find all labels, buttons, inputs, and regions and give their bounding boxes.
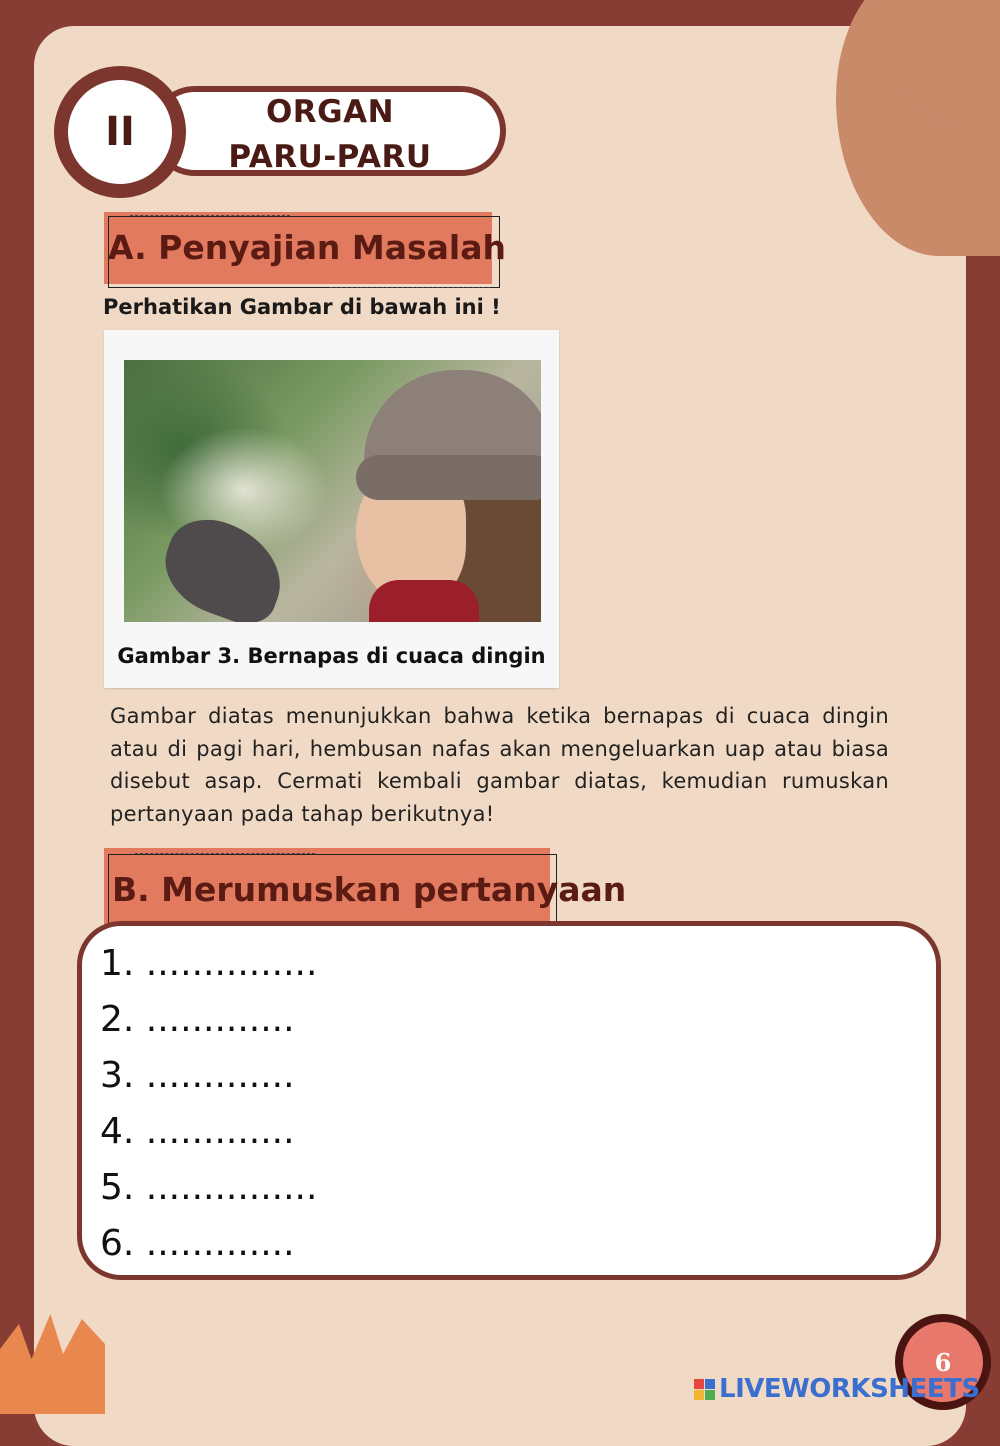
answer-line-4[interactable]: 4. ............. [100, 1111, 295, 1152]
section-b-title: B. Merumuskan pertanyaan [112, 870, 627, 909]
liveworksheets-watermark [694, 1374, 980, 1404]
liveworksheets-logo-icon [694, 1379, 715, 1400]
photo-scarf [369, 580, 479, 622]
breathing-in-cold-photo [124, 360, 541, 622]
section-a-dashed-line-top [130, 215, 290, 216]
figure-card [104, 330, 559, 688]
page-title [180, 90, 480, 180]
instruction-text: Perhatikan Gambar di bawah ini ! [103, 295, 501, 319]
photo-glove [152, 507, 296, 622]
section-b-dashed-line-top [135, 853, 315, 854]
watermark-text: LIVEWORKSHEETS [719, 1374, 980, 1404]
page-number: 6 [903, 1322, 983, 1402]
answer-line-6[interactable]: 6. ............. [100, 1223, 295, 1264]
page-title-line-2: PARU-PARU [228, 139, 432, 175]
photo-hat-band [356, 455, 541, 500]
section-a-title: A. Penyajian Masalah [108, 228, 506, 267]
chapter-badge [68, 80, 172, 184]
decorative-flame-shape [0, 1314, 105, 1414]
problem-description: Gambar diatas menunjukkan bahwa ketika bernapas di cuaca dingin atau di pagi hari, hembusan nafas akan mengeluarkan uap atau biasa disebut asap. Cermati kembali gambar diatas, kemudian rumuskan pertanyaan pada tahap berikutnya! [110, 704, 889, 826]
answer-line-2[interactable]: 2. ............. [100, 999, 295, 1040]
question-answer-list [100, 936, 317, 1272]
chapter-numeral: II [105, 109, 135, 155]
section-a-dashed-line-bottom [330, 287, 490, 288]
figure-caption: Gambar 3. Bernapas di cuaca dingin [117, 644, 546, 668]
answer-line-3[interactable]: 3. ............. [100, 1055, 295, 1096]
answer-line-5[interactable]: 5. ............... [100, 1167, 318, 1208]
page-title-line-1: ORGAN [265, 94, 395, 130]
answer-line-1[interactable]: 1. ............... [100, 943, 318, 984]
